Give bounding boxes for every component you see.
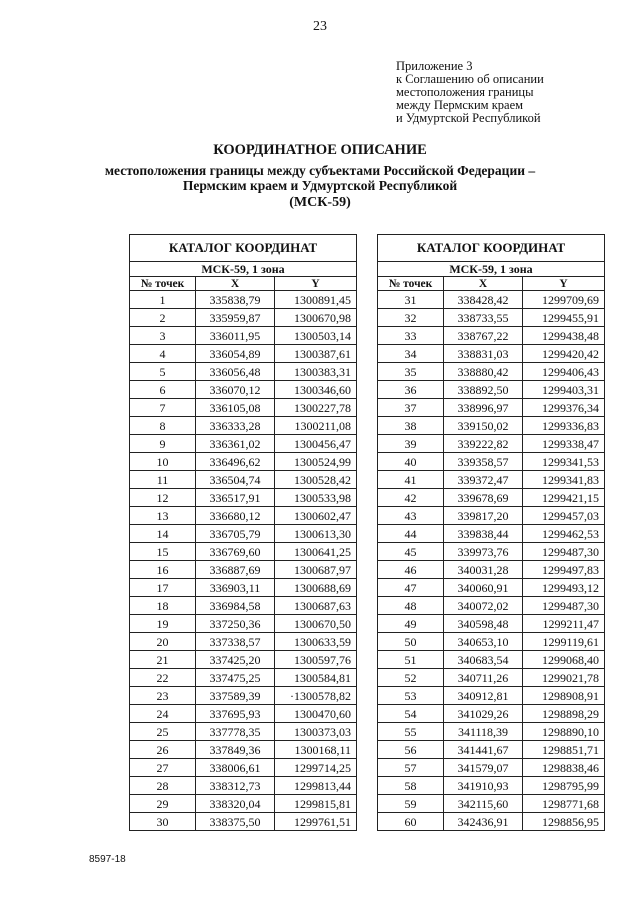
x-coordinate: 338767,22 xyxy=(444,327,523,345)
point-number: 7 xyxy=(130,399,196,417)
y-coordinate: 1299021,78 xyxy=(523,669,605,687)
column-header-point: № точек xyxy=(130,277,196,291)
x-coordinate: 335838,79 xyxy=(196,291,275,309)
point-number: 58 xyxy=(378,777,444,795)
point-number: 55 xyxy=(378,723,444,741)
point-number: 60 xyxy=(378,813,444,831)
x-coordinate: 338880,42 xyxy=(444,363,523,381)
x-coordinate: 340072,02 xyxy=(444,597,523,615)
table-row xyxy=(130,291,357,309)
y-coordinate: 1299761,51 xyxy=(275,813,357,831)
x-coordinate: 337475,25 xyxy=(196,669,275,687)
x-coordinate: 341441,67 xyxy=(444,741,523,759)
point-number: 10 xyxy=(130,453,196,471)
table-row xyxy=(130,759,357,777)
table-row xyxy=(130,543,357,561)
table-row xyxy=(378,813,605,831)
y-coordinate: 1300613,30 xyxy=(275,525,357,543)
point-number: 42 xyxy=(378,489,444,507)
point-number: 33 xyxy=(378,327,444,345)
table-row xyxy=(130,579,357,597)
table-row xyxy=(130,687,357,705)
point-number: 2 xyxy=(130,309,196,327)
x-coordinate: 338006,61 xyxy=(196,759,275,777)
table-row xyxy=(378,723,605,741)
point-number: 28 xyxy=(130,777,196,795)
y-coordinate: 1298838,46 xyxy=(523,759,605,777)
y-coordinate: 1298851,71 xyxy=(523,741,605,759)
table-row xyxy=(130,561,357,579)
x-coordinate: 338312,73 xyxy=(196,777,275,795)
table-row xyxy=(130,399,357,417)
x-coordinate: 335959,87 xyxy=(196,309,275,327)
table-row xyxy=(378,471,605,489)
point-number: 36 xyxy=(378,381,444,399)
table-row xyxy=(378,399,605,417)
point-number: 53 xyxy=(378,687,444,705)
point-number: 22 xyxy=(130,669,196,687)
y-coordinate: 1299341,53 xyxy=(523,453,605,471)
point-number: 14 xyxy=(130,525,196,543)
x-coordinate: 340060,91 xyxy=(444,579,523,597)
table-row xyxy=(130,507,357,525)
catalog-zone: МСК-59, 1 зона xyxy=(378,262,605,277)
x-coordinate: 336333,28 xyxy=(196,417,275,435)
point-number: 1 xyxy=(130,291,196,309)
point-number: 15 xyxy=(130,543,196,561)
point-number: 11 xyxy=(130,471,196,489)
x-coordinate: 342115,60 xyxy=(444,795,523,813)
point-number: 3 xyxy=(130,327,196,345)
point-number: 40 xyxy=(378,453,444,471)
table-row xyxy=(378,381,605,399)
x-coordinate: 338892,50 xyxy=(444,381,523,399)
x-coordinate: 336984,58 xyxy=(196,597,275,615)
table-row xyxy=(378,561,605,579)
point-number: 26 xyxy=(130,741,196,759)
y-coordinate: 1299403,31 xyxy=(523,381,605,399)
x-coordinate: 339372,47 xyxy=(444,471,523,489)
x-coordinate: 336769,60 xyxy=(196,543,275,561)
table-row xyxy=(378,525,605,543)
table-row xyxy=(130,669,357,687)
point-number: 21 xyxy=(130,651,196,669)
x-coordinate: 340912,81 xyxy=(444,687,523,705)
y-coordinate: 1299487,30 xyxy=(523,597,605,615)
y-coordinate: 1299420,42 xyxy=(523,345,605,363)
table-row xyxy=(378,435,605,453)
table-row xyxy=(130,309,357,327)
point-number: 51 xyxy=(378,651,444,669)
table-row xyxy=(378,795,605,813)
point-number: 41 xyxy=(378,471,444,489)
x-coordinate: 339222,82 xyxy=(444,435,523,453)
x-coordinate: 336705,79 xyxy=(196,525,275,543)
column-header-y: Y xyxy=(523,277,605,291)
y-coordinate: 1298908,91 xyxy=(523,687,605,705)
catalog-caption: КАТАЛОГ КООРДИНАТ xyxy=(130,235,357,262)
table-row xyxy=(130,597,357,615)
point-number: 39 xyxy=(378,435,444,453)
x-coordinate: 337250,36 xyxy=(196,615,275,633)
y-coordinate: 1298890,10 xyxy=(523,723,605,741)
y-coordinate: 1300687,97 xyxy=(275,561,357,579)
x-coordinate: 341029,26 xyxy=(444,705,523,723)
table-row xyxy=(130,381,357,399)
point-number: 6 xyxy=(130,381,196,399)
table-row xyxy=(378,705,605,723)
x-coordinate: 336517,91 xyxy=(196,489,275,507)
x-coordinate: 340653,10 xyxy=(444,633,523,651)
point-number: 48 xyxy=(378,597,444,615)
y-coordinate: 1299336,83 xyxy=(523,417,605,435)
table-row xyxy=(378,291,605,309)
point-number: 47 xyxy=(378,579,444,597)
table-row xyxy=(378,669,605,687)
x-coordinate: 339973,76 xyxy=(444,543,523,561)
point-number: 34 xyxy=(378,345,444,363)
x-coordinate: 341118,39 xyxy=(444,723,523,741)
table-row xyxy=(130,741,357,759)
x-coordinate: 341579,07 xyxy=(444,759,523,777)
table-row xyxy=(378,615,605,633)
y-coordinate: 1300211,08 xyxy=(275,417,357,435)
y-coordinate: 1299487,30 xyxy=(523,543,605,561)
y-coordinate: 1299438,48 xyxy=(523,327,605,345)
point-number: 49 xyxy=(378,615,444,633)
table-row xyxy=(130,705,357,723)
y-coordinate: 1300597,76 xyxy=(275,651,357,669)
y-coordinate: 1299338,47 xyxy=(523,435,605,453)
point-number: 37 xyxy=(378,399,444,417)
y-coordinate: 1298898,29 xyxy=(523,705,605,723)
x-coordinate: 338831,03 xyxy=(444,345,523,363)
x-coordinate: 336011,95 xyxy=(196,327,275,345)
y-coordinate: 1299493,12 xyxy=(523,579,605,597)
table-row xyxy=(130,651,357,669)
x-coordinate: 339150,02 xyxy=(444,417,523,435)
table-row xyxy=(378,543,605,561)
table-row xyxy=(130,777,357,795)
x-coordinate: 341910,93 xyxy=(444,777,523,795)
annex-line: к Соглашению об описании xyxy=(396,72,544,86)
x-coordinate: 340683,54 xyxy=(444,651,523,669)
x-coordinate: 338320,04 xyxy=(196,795,275,813)
y-coordinate: 1299457,03 xyxy=(523,507,605,525)
point-number: 20 xyxy=(130,633,196,651)
y-coordinate: 1299462,53 xyxy=(523,525,605,543)
y-coordinate: 1299068,40 xyxy=(523,651,605,669)
y-coordinate: 1298771,68 xyxy=(523,795,605,813)
table-row xyxy=(378,363,605,381)
y-coordinate: 1299714,25 xyxy=(275,759,357,777)
page-number: 23 xyxy=(313,19,327,34)
y-coordinate: 1300670,98 xyxy=(275,309,357,327)
column-header-x: X xyxy=(444,277,523,291)
y-coordinate: 1299455,91 xyxy=(523,309,605,327)
point-number: 16 xyxy=(130,561,196,579)
x-coordinate: 338375,50 xyxy=(196,813,275,831)
point-number: 46 xyxy=(378,561,444,579)
footer-code: 8597-18 xyxy=(89,854,126,865)
x-coordinate: 336680,12 xyxy=(196,507,275,525)
y-coordinate: 1299406,43 xyxy=(523,363,605,381)
table-row xyxy=(130,453,357,471)
y-coordinate: 1300346,60 xyxy=(275,381,357,399)
y-coordinate: 1300383,31 xyxy=(275,363,357,381)
table-row xyxy=(130,435,357,453)
annex-block xyxy=(396,60,544,125)
table-row xyxy=(130,327,357,345)
y-coordinate: 1300533,98 xyxy=(275,489,357,507)
x-coordinate: 340031,28 xyxy=(444,561,523,579)
y-coordinate: 1300503,14 xyxy=(275,327,357,345)
point-number: 54 xyxy=(378,705,444,723)
table-row xyxy=(130,813,357,831)
point-number: 52 xyxy=(378,669,444,687)
table-row xyxy=(378,417,605,435)
point-number: 30 xyxy=(130,813,196,831)
x-coordinate: 336887,69 xyxy=(196,561,275,579)
x-coordinate: 337778,35 xyxy=(196,723,275,741)
y-coordinate: 1299376,34 xyxy=(523,399,605,417)
document-title: КООРДИНАТНОЕ ОПИСАНИЕ xyxy=(213,142,427,158)
table-row xyxy=(378,507,605,525)
point-number: 4 xyxy=(130,345,196,363)
point-number: 44 xyxy=(378,525,444,543)
coordinate-catalog-left xyxy=(129,234,357,831)
point-number: 35 xyxy=(378,363,444,381)
y-coordinate: 1299421,15 xyxy=(523,489,605,507)
y-coordinate: 1300373,03 xyxy=(275,723,357,741)
point-number: 25 xyxy=(130,723,196,741)
y-coordinate: 1300584,81 xyxy=(275,669,357,687)
x-coordinate: 340711,26 xyxy=(444,669,523,687)
y-coordinate: 1299815,81 xyxy=(275,795,357,813)
point-number: 24 xyxy=(130,705,196,723)
x-coordinate: 337589,39 xyxy=(196,687,275,705)
y-coordinate: 1298856,95 xyxy=(523,813,605,831)
x-coordinate: 339678,69 xyxy=(444,489,523,507)
point-number: 12 xyxy=(130,489,196,507)
point-number: 18 xyxy=(130,597,196,615)
y-coordinate: 1300891,45 xyxy=(275,291,357,309)
y-coordinate: 1300456,47 xyxy=(275,435,357,453)
x-coordinate: 339358,57 xyxy=(444,453,523,471)
table-row xyxy=(130,417,357,435)
table-row xyxy=(130,363,357,381)
x-coordinate: 339838,44 xyxy=(444,525,523,543)
y-coordinate: 1299211,47 xyxy=(523,615,605,633)
column-header-x: X xyxy=(196,277,275,291)
y-coordinate: 1299119,61 xyxy=(523,633,605,651)
table-row xyxy=(378,309,605,327)
point-number: 8 xyxy=(130,417,196,435)
table-row xyxy=(378,633,605,651)
x-coordinate: 336054,89 xyxy=(196,345,275,363)
point-number: 31 xyxy=(378,291,444,309)
x-coordinate: 336903,11 xyxy=(196,579,275,597)
point-number: 56 xyxy=(378,741,444,759)
y-coordinate: 1300528,42 xyxy=(275,471,357,489)
y-coordinate: 1300688,69 xyxy=(275,579,357,597)
table-row xyxy=(130,489,357,507)
catalog-zone: МСК-59, 1 зона xyxy=(130,262,357,277)
annex-line: местоположения границы xyxy=(396,85,534,99)
table-row xyxy=(378,777,605,795)
table-row xyxy=(378,687,605,705)
x-coordinate: 338996,97 xyxy=(444,399,523,417)
table-row xyxy=(378,651,605,669)
y-coordinate: 1300168,11 xyxy=(275,741,357,759)
x-coordinate: 342436,91 xyxy=(444,813,523,831)
table-row xyxy=(378,579,605,597)
y-coordinate: 1300470,60 xyxy=(275,705,357,723)
annex-line: и Удмуртской Республикой xyxy=(396,111,541,125)
point-number: 17 xyxy=(130,579,196,597)
table-row xyxy=(378,345,605,363)
y-coordinate: 1299813,44 xyxy=(275,777,357,795)
y-coordinate: 1298795,99 xyxy=(523,777,605,795)
point-number: 43 xyxy=(378,507,444,525)
point-number: 59 xyxy=(378,795,444,813)
table-row xyxy=(130,633,357,651)
x-coordinate: 340598,48 xyxy=(444,615,523,633)
point-number: 45 xyxy=(378,543,444,561)
title-block xyxy=(0,142,640,211)
x-coordinate: 337849,36 xyxy=(196,741,275,759)
x-coordinate: 336056,48 xyxy=(196,363,275,381)
y-coordinate: 1300641,25 xyxy=(275,543,357,561)
y-coordinate: 1300524,99 xyxy=(275,453,357,471)
x-coordinate: 337695,93 xyxy=(196,705,275,723)
catalog-caption: КАТАЛОГ КООРДИНАТ xyxy=(378,235,605,262)
y-coordinate: 1299709,69 xyxy=(523,291,605,309)
table-row xyxy=(130,723,357,741)
point-number: 5 xyxy=(130,363,196,381)
table-row xyxy=(130,525,357,543)
y-coordinate: 1300387,61 xyxy=(275,345,357,363)
point-number: 50 xyxy=(378,633,444,651)
y-coordinate: 1300670,50 xyxy=(275,615,357,633)
table-row xyxy=(378,741,605,759)
point-number: 57 xyxy=(378,759,444,777)
table-row xyxy=(378,327,605,345)
y-coordinate: 1300687,63 xyxy=(275,597,357,615)
y-coordinate: 1300602,47 xyxy=(275,507,357,525)
point-number: 23 xyxy=(130,687,196,705)
x-coordinate: 336070,12 xyxy=(196,381,275,399)
table-row xyxy=(130,795,357,813)
x-coordinate: 336496,62 xyxy=(196,453,275,471)
annex-line: Приложение 3 xyxy=(396,59,473,73)
x-coordinate: 339817,20 xyxy=(444,507,523,525)
table-row xyxy=(130,471,357,489)
table-row xyxy=(378,489,605,507)
document-subtitle: Пермским краем и Удмуртской Республикой xyxy=(182,178,458,193)
table-row xyxy=(378,453,605,471)
table-row xyxy=(130,345,357,363)
x-coordinate: 336105,08 xyxy=(196,399,275,417)
x-coordinate: 337425,20 xyxy=(196,651,275,669)
table-row xyxy=(130,615,357,633)
x-coordinate: 338733,55 xyxy=(444,309,523,327)
column-header-point: № точек xyxy=(378,277,444,291)
coordinate-catalog-right xyxy=(377,234,605,831)
x-coordinate: 336361,02 xyxy=(196,435,275,453)
point-number: 29 xyxy=(130,795,196,813)
point-number: 32 xyxy=(378,309,444,327)
coordinate-system-label: (МСК-59) xyxy=(289,195,351,210)
annex-line: между Пермским краем xyxy=(396,98,524,112)
point-number: 27 xyxy=(130,759,196,777)
table-row xyxy=(378,759,605,777)
column-header-y: Y xyxy=(275,277,357,291)
y-coordinate: ·1300578,82 xyxy=(275,687,357,705)
table-row xyxy=(378,597,605,615)
point-number: 38 xyxy=(378,417,444,435)
y-coordinate: 1300227,78 xyxy=(275,399,357,417)
x-coordinate: 337338,57 xyxy=(196,633,275,651)
point-number: 19 xyxy=(130,615,196,633)
x-coordinate: 336504,74 xyxy=(196,471,275,489)
y-coordinate: 1299497,83 xyxy=(523,561,605,579)
document-subtitle: местоположения границы между субъектами Российской Федерации – xyxy=(104,163,536,178)
y-coordinate: 1299341,83 xyxy=(523,471,605,489)
point-number: 9 xyxy=(130,435,196,453)
point-number: 13 xyxy=(130,507,196,525)
x-coordinate: 338428,42 xyxy=(444,291,523,309)
y-coordinate: 1300633,59 xyxy=(275,633,357,651)
